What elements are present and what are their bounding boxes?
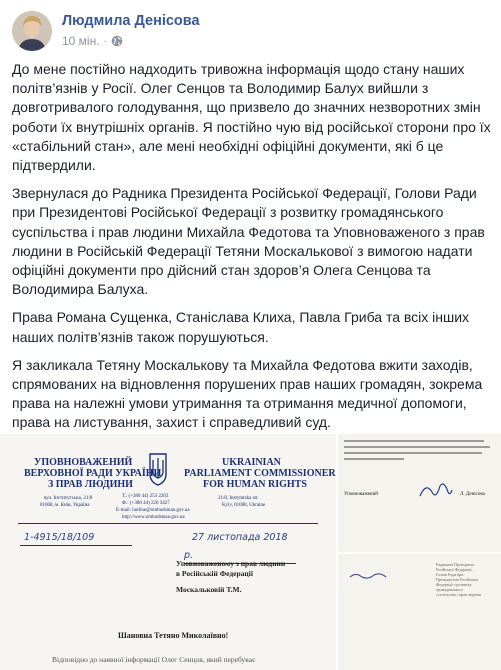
letter-en-title-3: FOR HUMAN RIGHTS	[203, 479, 307, 490]
letter-address-en-2: Kyiv, 01008, Ukraine	[222, 503, 266, 508]
letter-tel: Т.: (+380 44) 253 2203	[122, 494, 169, 499]
trident-emblem	[148, 452, 168, 486]
letter-address-ua-1: вул. Інститутська, 21/8	[44, 496, 93, 501]
letter-address-ua-2: 01008, м. Київ, Україна	[40, 503, 90, 508]
letter-address-en-1: 21/8, Instytutska str.	[218, 496, 259, 501]
page3-addressee-1: Радникові Президента	[436, 562, 475, 567]
letter-salutation: Шановна Тетяно Миколаївно!	[118, 631, 229, 640]
photo-letter-page-3[interactable]	[338, 554, 501, 670]
letter-ua-title-3: З ПРАВ ЛЮДИНИ	[48, 479, 133, 490]
letter-email: E-mail: hotline@ombudsman.gov.ua	[116, 508, 190, 513]
post-photos	[0, 434, 501, 670]
post-text	[12, 60, 492, 442]
letter-web: http://www.ombudsman.gov.ua	[122, 515, 185, 520]
page3-addressee-4: Президентові Російської	[436, 577, 478, 582]
post-timestamp[interactable]: 10 мін.	[62, 34, 100, 48]
registration-number: 1-4915/18/109	[20, 527, 132, 546]
letterhead-divider	[18, 523, 318, 524]
letter-ua-title-1: УПОВНОВАЖЕНИЙ	[34, 457, 133, 468]
signature-icon	[418, 480, 454, 507]
letter-ua-title-2: ВЕРХОВНОЇ РАДИ УКРАЇНИ	[24, 468, 162, 479]
author-name[interactable]: Людмила Денісова	[62, 13, 200, 29]
page3-addressee-6: громадянського	[436, 587, 463, 592]
letter-en-title-2: PARLIAMENT COMMISSIONER	[184, 468, 336, 479]
letter-date: 27 листопада 2018 р.	[184, 527, 296, 564]
page2-text-lines	[344, 436, 494, 464]
post-header	[12, 11, 489, 55]
post-meta	[62, 34, 123, 48]
page3-addressee-5: Федерації з розвитку	[436, 582, 472, 587]
letter-fax: Ф.: (+380 44) 226 3427	[122, 501, 170, 506]
post-paragraph: Звернулася до Радника Президента Російської Федерації, Голови Ради при Президентові Російської Федерації з розвитку громадянського суспільства і прав людини Михайла Федотова та Уповноваженого з прав людини в Російській Федерації Тетяни Москалькової з вимогою надати офіційні документи про дійсний стан здоров’я Олега Сенцова та Володимира Балуха.	[12, 185, 485, 298]
letter-recipient-2: в Російській Федерації	[176, 569, 253, 578]
page3-addressee-7: суспільства і прав людини	[436, 592, 481, 597]
page2-signer-name: Л. Денісова	[460, 492, 485, 497]
letter-en-title-1: UKRAINIAN	[222, 457, 281, 468]
post-paragraph: До мене постійно надходить тривожна інформація щодо стану наших політв’язнів у Росії. Олег Сенцов та Володимир Балух вийшли з довготривалого голодування, що призвело до значних незворотних змін роботи їх внутрішніх органів. Я постійно чую від російської сторони про їх «стабільний стан», але мені необхідні офіційні документи, які б це підтвердили.	[12, 61, 491, 174]
letter-body-start: Відповідно до наявної інформації Олег Сенцов, який перебуває	[52, 655, 256, 664]
page3-addressee-2: Російської Федерації,	[436, 567, 473, 572]
letter-recipient-3: Москальковій Т.М.	[176, 585, 242, 594]
avatar[interactable]	[12, 11, 52, 51]
post-paragraph: Я закликала Тетяну Москалькову та Михайла Федотова вжити заходів, спрямованих на відновлення порушених прав наших громадян, зокрема права на належні умови утримання та отримання медичної допомоги, права на листування, захист і справедливий суд.	[12, 356, 483, 431]
post-paragraph: Права Романа Сущенка, Станіслава Клиха, Павла Гриба та всіх інших наших політв’язнів також порушуються.	[12, 309, 470, 345]
page3-addressee-3: Голові Ради при	[436, 572, 464, 577]
page3-handwriting	[348, 568, 388, 586]
meta-separator: ·	[103, 35, 107, 47]
photo-letter-page-2[interactable]	[338, 434, 501, 552]
photo-letter-page-1[interactable]	[0, 434, 336, 670]
globe-icon[interactable]	[111, 35, 123, 47]
letter-recipient-1: Уповноваженому з прав людини	[176, 559, 286, 568]
page2-signature-label: Уповноважений	[344, 492, 378, 497]
